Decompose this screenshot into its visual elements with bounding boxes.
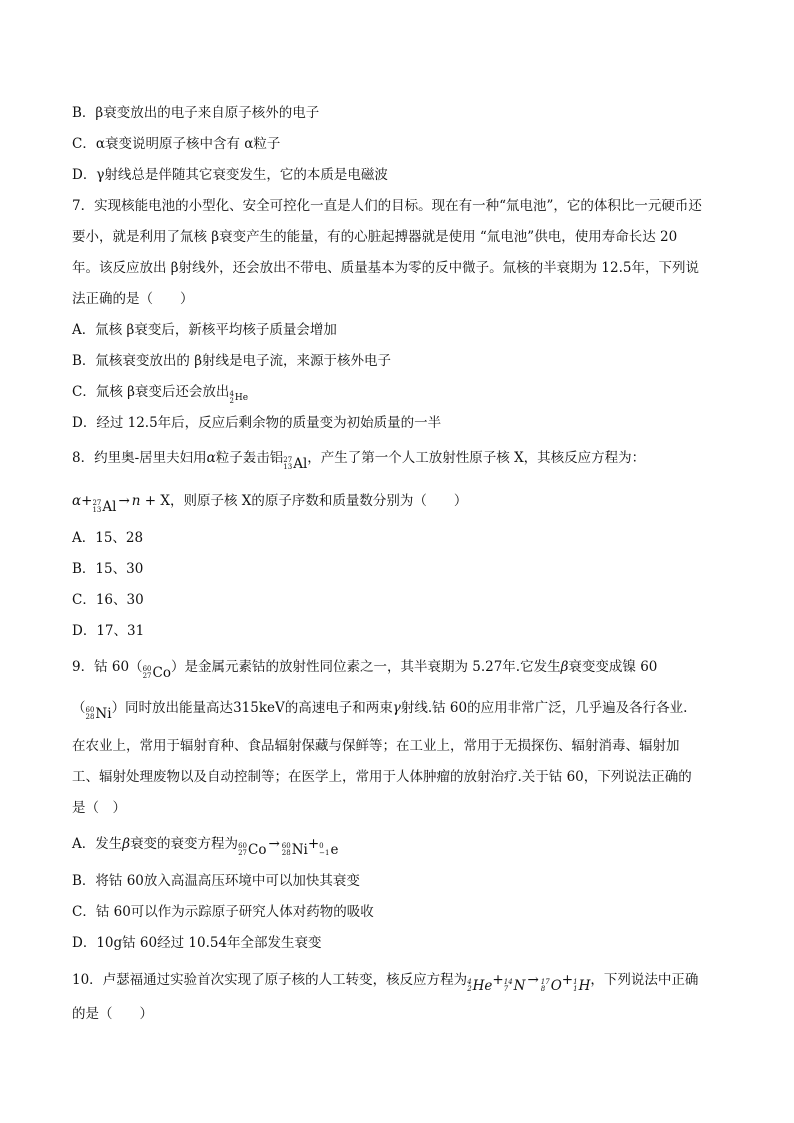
q10-he-atomic: 2 bbox=[467, 985, 472, 993]
q9-a-e-atomic: −1 bbox=[319, 849, 330, 857]
q10-n-atomic: 7 bbox=[503, 985, 509, 993]
q8-option-a: A．15、28 bbox=[72, 530, 144, 546]
ni-mass: 60 bbox=[85, 706, 95, 714]
q8-stem-text-1: 8．约里奥-居里夫妇用 bbox=[72, 450, 207, 466]
eq-alpha: α bbox=[72, 493, 82, 509]
q10-he-mass: 4 bbox=[467, 978, 472, 986]
q10-he-symbol: He bbox=[472, 978, 493, 994]
q9-a-ni-symbol: Ni bbox=[291, 842, 308, 858]
alpha-symbol: α bbox=[206, 450, 216, 466]
he-symbol: He bbox=[234, 393, 249, 403]
q9-option-b: B．将钴 60放入高温高压环境中可以加快其衰变 bbox=[72, 873, 360, 889]
q9-a-electron bbox=[319, 840, 338, 860]
q10-h-symbol: H bbox=[578, 978, 591, 994]
q9-a-co-symbol: Co bbox=[247, 842, 267, 858]
eq-plus: + bbox=[81, 493, 93, 509]
q9-a-cobalt bbox=[238, 840, 266, 860]
q7-stem-line2: 要小，就是利用了氚核 β衰变产生的能量，有的心脏起搏器就是使用 “氚电池”供电，使用寿命长达 20 bbox=[72, 229, 678, 245]
beta-symbol: β bbox=[560, 659, 569, 675]
q7-option-c bbox=[72, 382, 248, 408]
q9-a-ni-atomic: 28 bbox=[281, 849, 291, 857]
helium-nuclide bbox=[229, 388, 248, 408]
q8-equation-line bbox=[72, 491, 467, 517]
q9-text-7: 射线.钴 60的应用非常广泛，几乎遍及各行各业. bbox=[400, 700, 688, 716]
q9-text-1: 9．钴 60（ bbox=[72, 659, 143, 675]
he-mass: 4 bbox=[229, 390, 234, 398]
q10-stem-line1 bbox=[72, 970, 698, 996]
q9-a-ni-mass: 60 bbox=[281, 842, 291, 850]
q9-a-text-2: 衰变的衰变方程为 bbox=[130, 836, 239, 852]
q6-option-d: D．γ射线总是伴随其它衰变发生，它的本质是电磁波 bbox=[72, 167, 388, 183]
nickel-nuclide bbox=[86, 704, 112, 724]
q10-oxygen bbox=[541, 976, 562, 996]
q10-n-mass: 14 bbox=[503, 978, 513, 986]
q9-a-arrow: → bbox=[268, 836, 280, 852]
q8-option-c: C．16、30 bbox=[72, 592, 144, 608]
q10-stem-line2: 的是（ ） bbox=[72, 1006, 153, 1022]
q10-o-mass: 17 bbox=[540, 978, 550, 986]
q8-question-text: + X，则原子核 X的原子序数和质量数分别为（ ） bbox=[140, 493, 468, 509]
ni-symbol: Ni bbox=[95, 706, 112, 722]
q7-option-a: A．氚核 β衰变后，新核平均核子质量会增加 bbox=[72, 322, 337, 338]
q10-text-2: ，下列说法中正确 bbox=[590, 972, 699, 988]
q10-n-symbol: N bbox=[513, 978, 526, 994]
al-symbol: Al bbox=[293, 456, 308, 472]
q9-stem-line4: 工、辐射处理废物以及自动控制等；在医学上，常用于人体肿瘤的放射治疗.关于钴 60，下列说法正确的 bbox=[72, 769, 692, 785]
eq-al-atomic: 13 bbox=[92, 506, 102, 514]
q8-stem-line1 bbox=[72, 448, 645, 474]
aluminum-nuclide bbox=[283, 454, 307, 474]
q9-a-e-symbol: e bbox=[330, 842, 339, 858]
co-mass: 60 bbox=[142, 665, 152, 673]
q10-plus-2: + bbox=[561, 972, 574, 988]
q10-o-symbol: O bbox=[550, 978, 562, 994]
q9-text-4: （ bbox=[72, 700, 86, 716]
q9-option-d: D．10g钴 60经过 10.54年全部发生衰变 bbox=[72, 935, 322, 951]
q9-a-beta: β bbox=[122, 836, 131, 852]
q9-a-text-1: A．发生 bbox=[72, 836, 123, 852]
q8-stem-text-2: 粒子轰击铝 bbox=[215, 450, 284, 466]
eq-arrow: → bbox=[118, 493, 130, 509]
q9-stem-line3: 在农业上，常用于辐射育种、食品辐射保藏与保鲜等；在工业上，常用于无损探伤、辐射消毒、辐射加 bbox=[72, 738, 680, 754]
q9-option-a bbox=[72, 834, 338, 860]
co-symbol: Co bbox=[152, 665, 171, 681]
q9-text-5: ）同时放出能量高达 bbox=[111, 700, 234, 716]
energy-value: 315keV bbox=[233, 700, 285, 716]
q10-arrow: → bbox=[527, 972, 539, 988]
ni-atomic: 28 bbox=[85, 713, 95, 721]
q9-text-6: 的高速电子和两束 bbox=[284, 700, 393, 716]
eq-al-symbol: Al bbox=[102, 499, 117, 515]
q10-hydrogen bbox=[573, 976, 590, 996]
q10-text-1: 10．卢瑟福通过实验首次实现了原子核的人工转变，核反应方程为 bbox=[72, 972, 468, 988]
q10-h-mass: 1 bbox=[573, 978, 578, 986]
q9-stem-line1 bbox=[72, 657, 657, 683]
q8-option-b: B．15、30 bbox=[72, 561, 144, 577]
q6-option-b: B．β衰变放出的电子来自原子核外的电子 bbox=[72, 105, 320, 121]
q10-o-atomic: 8 bbox=[540, 985, 546, 993]
q10-nitrogen bbox=[504, 976, 526, 996]
q7-stem-line1: 7．实现核能电池的小型化、安全可控化一直是人们的目标。现在有一种“氚电池”，它的体积比一元硬币还 bbox=[72, 198, 702, 214]
q6-option-c: C．α衰变说明原子核中含有 α粒子 bbox=[72, 136, 281, 152]
eq-neutron: n bbox=[131, 493, 141, 509]
q9-text-3: 衰变变成镍 60 bbox=[568, 659, 658, 675]
q7-option-d: D．经过 12.5年后，反应后剩余物的质量变为初始质量的一半 bbox=[72, 415, 442, 431]
q10-plus-1: + bbox=[492, 972, 504, 988]
q9-stem-line2 bbox=[72, 698, 687, 724]
gamma-symbol: γ bbox=[392, 700, 401, 716]
q9-option-c: C．钴 60可以作为示踪原子研究人体对药物的吸收 bbox=[72, 904, 374, 920]
al-mass: 27 bbox=[283, 456, 293, 464]
q9-a-plus: + bbox=[307, 836, 320, 852]
q7-option-b: B．氚核衰变放出的 β射线是电子流，来源于核外电子 bbox=[72, 353, 392, 369]
he-atomic: 2 bbox=[229, 397, 234, 405]
q9-text-2: ）是金属元素钴的放射性同位素之一，其半衰期为 5.27年.它发生 bbox=[170, 659, 561, 675]
eq-al-mass: 27 bbox=[92, 499, 102, 507]
q9-a-e-mass: 0 bbox=[319, 842, 324, 850]
q9-stem-line5: 是（ ） bbox=[72, 800, 126, 816]
q10-helium bbox=[467, 976, 492, 996]
q10-h-atomic: 1 bbox=[573, 985, 578, 993]
q9-a-nickel bbox=[282, 840, 308, 860]
eq-aluminum-nuclide bbox=[92, 497, 116, 517]
q7-stem-line3: 年。该反应放出 β射线外，还会放出不带电、质量基本为零的反中微子。氚核的半衰期为 12.5年，下列说 bbox=[72, 260, 699, 276]
q8-option-d: D．17、31 bbox=[72, 623, 145, 639]
q7-option-c-text: C．氚核 β衰变后还会放出 bbox=[72, 384, 230, 400]
co-atomic: 27 bbox=[142, 672, 152, 680]
cobalt-nuclide bbox=[143, 663, 171, 683]
q9-a-co-atomic: 27 bbox=[238, 849, 247, 857]
q9-a-co-mass: 60 bbox=[238, 842, 247, 850]
q7-stem-line4: 法正确的是（ ） bbox=[72, 291, 194, 307]
q8-stem-text-3: ，产生了第一个人工放射性原子核 X，其核反应方程为： bbox=[307, 450, 646, 466]
al-atomic: 13 bbox=[283, 463, 293, 471]
